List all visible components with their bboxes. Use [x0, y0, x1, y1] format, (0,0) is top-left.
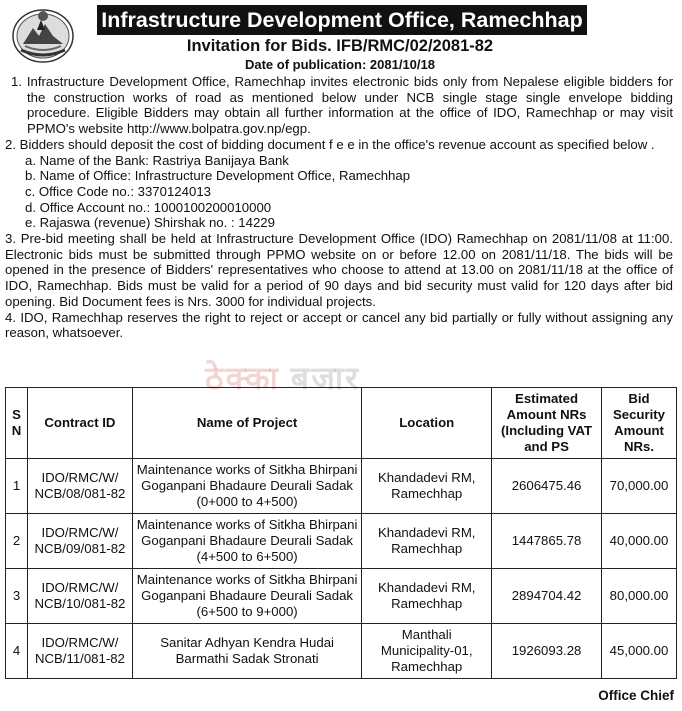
bid-invitation-title: Invitation for Bids. IFB/RMC/02/2081-82: [186, 37, 494, 55]
bank-detail-item: a. Name of the Bank: Rastriya Banijaya Bank: [25, 152, 289, 168]
cell-sn: 1: [6, 459, 28, 514]
cell-location: Manthali Municipality-01, Ramechhap: [362, 624, 492, 679]
bids-table: [5, 387, 677, 679]
watermark-part-2: बजार: [290, 360, 361, 396]
signatory: Office Chief: [598, 688, 674, 703]
cell-security: 40,000.00: [601, 514, 676, 569]
cell-security: 70,000.00: [601, 459, 676, 514]
office-title-banner: Infrastructure Development Office, Ramechhap: [97, 5, 587, 35]
cell-project: Maintenance works of Sitkha Bhirpani Goganpani Bhadaure Deurali Sadak (4+500 to 6+500): [132, 514, 361, 569]
cell-contract-id: IDO/RMC/W/ NCB/10/081-82: [27, 569, 132, 624]
nepal-emblem-icon: [11, 6, 75, 64]
cell-contract-id: IDO/RMC/W/ NCB/09/081-82: [27, 514, 132, 569]
cell-estimate: 1447865.78: [492, 514, 602, 569]
header-security: Bid Security Amount NRs.: [601, 388, 676, 459]
cell-project: Sanitar Adhyan Kendra Hudai Barmathi Sadak Stronati: [132, 624, 361, 679]
cell-sn: 3: [6, 569, 28, 624]
cell-sn: 2: [6, 514, 28, 569]
table-row: [6, 624, 677, 679]
cell-project: Maintenance works of Sitkha Bhirpani Goganpani Bhadaure Deurali Sadak (6+500 to 9+000): [132, 569, 361, 624]
cell-estimate: 2606475.46: [492, 459, 602, 514]
cell-contract-id: IDO/RMC/W/ NCB/08/081-82: [27, 459, 132, 514]
table-header-row: [6, 388, 677, 459]
cell-security: 80,000.00: [601, 569, 676, 624]
publication-date: Date of publication: 2081/10/18: [244, 57, 435, 72]
table-row: [6, 569, 677, 624]
cell-contract-id: IDO/RMC/W/ NCB/11/081-82: [27, 624, 132, 679]
cell-estimate: 1926093.28: [492, 624, 602, 679]
cell-estimate: 2894704.42: [492, 569, 602, 624]
paragraph-3: 3. Pre-bid meeting shall be held at Infrastructure Development Office (IDO) Ramechhap on 2081/11/08 at 11:00. Electronic bids must be submitted through PPMO website on or before 12.00 on 2081/11/18. The bids will be opened in the presence of Bidders' representatives who choose to attend at 13.00 on 2081/11/18 at the office of IDO, Ramechhap. Bids must be valid for a period of 90 days and bid security must valid for 120 days after bid opening. Bid Document fees is Nrs. 3000 for individual projects.: [5, 231, 673, 309]
table-row: [6, 514, 677, 569]
paragraph-1: 1. Infrastructure Development Office, Ramechhap invites electronic bids only from Nepalese eligible bidders for the construction works of road as mentioned below under NCB single stage single envelope bidding procedure. Eligible Bidders may obtain all further information at the office of IDO, Ramechhap or may visit PPMO's website http://www.bolpatra.gov.np/egp.: [11, 74, 673, 137]
watermark-part-1: ठेक्का: [205, 360, 280, 396]
table-row: [6, 459, 677, 514]
cell-location: Khandadevi RM, Ramechhap: [362, 459, 492, 514]
header-estimate: Estimated Amount NRs (Including VAT and PS: [492, 388, 602, 459]
paragraph-2: 2. Bidders should deposit the cost of bidding document f e e in the office's revenue account as specified below .: [5, 136, 655, 152]
cell-location: Khandadevi RM, Ramechhap: [362, 569, 492, 624]
notice-body: [5, 74, 673, 341]
header-sn: S N: [6, 388, 28, 459]
header-location: Location: [362, 388, 492, 459]
bank-detail-item: d. Office Account no.: 1000100200010000: [25, 199, 272, 215]
header-contract-id: Contract ID: [27, 388, 132, 459]
bank-detail-item: e. Rajaswa (revenue) Shirshak no. : 14229: [25, 215, 275, 231]
cell-location: Khandadevi RM, Ramechhap: [362, 514, 492, 569]
bank-details-list: [5, 153, 673, 232]
paragraph-4: 4. IDO, Ramechhap reserves the right to reject or accept or cancel any bid partially or fully without assigning any reason, whatsoever.: [5, 309, 673, 341]
bank-detail-item: c. Office Code no.: 3370124013: [25, 183, 211, 199]
bank-detail-item: b. Name of Office: Infrastructure Development Office, Ramechhap: [25, 168, 411, 184]
cell-sn: 4: [6, 624, 28, 679]
cell-security: 45,000.00: [601, 624, 676, 679]
header-project: Name of Project: [132, 388, 361, 459]
cell-project: Maintenance works of Sitkha Bhirpani Goganpani Bhadaure Deurali Sadak (0+000 to 4+500): [132, 459, 361, 514]
